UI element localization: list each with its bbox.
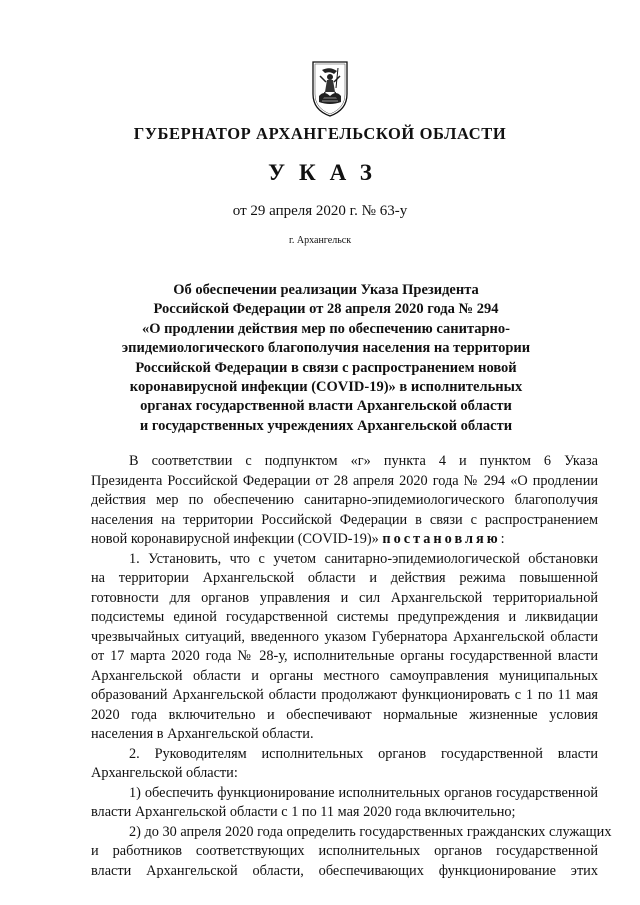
title-line: эпидемиологического благополучия населения на территории — [121, 340, 531, 357]
document-body — [91, 452, 612, 881]
title-line: и государственных учреждениях Архангельской области — [139, 417, 513, 434]
body-line: власти Архангельской области с 1 по 11 мая 2020 года включительно; — [91, 804, 516, 820]
document-title — [100, 281, 552, 436]
document-type: УКАЗ — [268, 160, 386, 185]
body-line: подсистемы единой государственной системы предупреждения и ликвидации — [91, 609, 598, 625]
body-line: 2) до 30 апреля 2020 года определить государственных гражданских служащих — [129, 823, 612, 840]
body-line: от 17 марта 2020 года № 28-у, исполнительные органы государственной власти — [91, 648, 598, 664]
body-line: населения на территории Российской Федерации в связи с распространением — [91, 511, 598, 528]
title-line: Российской Федерации в связи с распространением новой — [135, 359, 517, 376]
issuing-authority: ГУБЕРНАТОР АРХАНГЕЛЬСКОЙ ОБЛАСТИ — [133, 124, 507, 143]
document-date-number: от 29 апреля 2020 г. № 63-у — [232, 203, 408, 219]
coat-of-arms-icon — [310, 58, 350, 118]
body-line: и работников соответствующих исполнительных органов государственной — [91, 843, 598, 859]
title-line: коронавирусной инфекции (COVID-19)» в исполнительных — [129, 379, 523, 396]
body-line: 2020 года включительно и обеспечивают нормальные жизненные условия — [91, 706, 598, 723]
body-line-end: : — [500, 531, 505, 547]
title-line: Об обеспечении реализации Указа Президента — [173, 282, 479, 298]
body-line: 1. Установить, что с учетом санитарно-эпидемиологической обстановки — [129, 550, 598, 567]
body-line: населения в Архангельской области. — [91, 726, 314, 742]
body-line: Архангельской области и органы местного самоуправления муниципальных — [91, 667, 598, 684]
body-line: Президента Российской Федерации от 28 апреля 2020 года № 294 «О продлении — [91, 472, 598, 489]
body-line: Архангельской области: — [91, 765, 238, 781]
title-line: Российской Федерации от 28 апреля 2020 года № 294 — [153, 301, 499, 318]
body-line: В соответствии с подпунктом «г» пункта 4 и пунктом 6 Указа — [129, 453, 598, 469]
body-line: готовности для органов управления и сил Архангельской территориальной — [91, 589, 598, 606]
body-line: образований Архангельской области продолжают функционировать с 1 по 11 мая — [91, 687, 598, 703]
body-line: 1) обеспечить функционирование исполнительных органов государственной — [129, 784, 598, 801]
document-city: г. Архангельск — [288, 235, 352, 246]
body-line-text: новой коронавирусной инфекции (COVID-19)» — [91, 531, 379, 547]
body-line: власти Архангельской области, обеспечивающих функционирование этих — [91, 862, 598, 879]
title-line: «О продлении действия мер по обеспечению санитарно- — [141, 320, 510, 337]
title-line: органах государственной власти Архангельской области — [140, 398, 512, 415]
body-line: на территории Архангельской области и действия режима повышенной — [91, 570, 598, 586]
body-line: действия мер по обеспечению санитарно-эпидемиологического благополучия — [91, 492, 598, 508]
body-line: чрезвычайных ситуаций, введенного указом Губернатора Архангельской области — [91, 628, 598, 645]
body-line — [91, 530, 598, 550]
body-line: 2. Руководителям исполнительных органов государственной власти — [129, 745, 598, 762]
resolution-keyword: постановляю — [382, 531, 501, 547]
